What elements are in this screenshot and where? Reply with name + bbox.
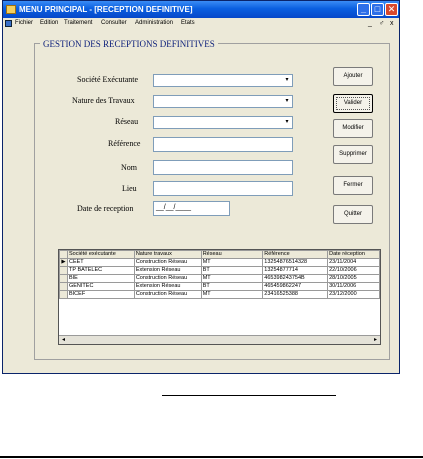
table-header-row: [60, 251, 380, 259]
label-nature: Nature des Travaux: [72, 96, 135, 105]
scroll-left-icon[interactable]: ◂: [61, 337, 65, 343]
title-bar[interactable]: [3, 1, 399, 18]
table-cell[interactable]: 30/11/2006: [328, 283, 380, 291]
table-cell[interactable]: MT: [201, 259, 263, 267]
column-header[interactable]: Réseau: [201, 251, 263, 259]
table-cell[interactable]: 465459862247: [263, 283, 328, 291]
signature-line: [162, 395, 336, 396]
menu-administration[interactable]: Administration: [135, 20, 174, 26]
supprimer-button[interactable]: Supprimer: [333, 145, 373, 164]
current-row-icon: ▶: [61, 259, 66, 265]
table-cell[interactable]: 23416525388: [263, 291, 328, 299]
minimize-button[interactable]: _: [357, 3, 370, 16]
close-button[interactable]: ✕: [385, 3, 398, 16]
scroll-right-icon[interactable]: ▸: [373, 337, 377, 343]
horizontal-scrollbar[interactable]: [59, 335, 380, 344]
date-reception-input[interactable]: __/__/____: [153, 201, 230, 216]
row-indicator: [60, 283, 68, 291]
column-header[interactable]: Société exécutante: [67, 251, 134, 259]
valider-button[interactable]: Valider: [333, 94, 373, 113]
receptions-datagrid[interactable]: [58, 249, 381, 345]
table-cell[interactable]: Construction Réseau: [134, 275, 201, 283]
chevron-down-icon[interactable]: ▾: [285, 98, 289, 104]
menu-fichier[interactable]: Fichier: [15, 20, 34, 26]
chevron-down-icon[interactable]: ▾: [285, 119, 289, 125]
table-row[interactable]: [60, 283, 380, 291]
mdi-restore-button[interactable]: ♂: [379, 20, 385, 27]
table-cell[interactable]: BT: [201, 283, 263, 291]
societe-combobox[interactable]: [153, 74, 293, 87]
row-indicator: [60, 267, 68, 275]
column-header[interactable]: Nature travaux: [134, 251, 201, 259]
table-cell[interactable]: 13254877714: [263, 267, 328, 275]
column-header[interactable]: Date réception: [328, 251, 380, 259]
lieu-input[interactable]: [153, 181, 293, 196]
table-cell[interactable]: TP BATELEC: [67, 267, 134, 275]
window-title: MENU PRINCIPAL - [RECEPTION DEFINITIVE]: [19, 5, 193, 14]
table-cell[interactable]: 28/10/2005: [328, 275, 380, 283]
bottom-rule: [0, 456, 423, 458]
document-icon[interactable]: [5, 20, 12, 27]
row-indicator: [60, 275, 68, 283]
table-cell[interactable]: 23/11/2004: [328, 259, 380, 267]
maximize-button[interactable]: □: [371, 3, 384, 16]
table-cell[interactable]: GENITEC: [67, 283, 134, 291]
label-societe: Société Exécutante: [77, 75, 139, 84]
menu-etats[interactable]: Etats: [181, 20, 195, 26]
mdi-close-button[interactable]: x: [390, 20, 394, 27]
menu-consulter[interactable]: Consulter: [101, 20, 127, 26]
table-cell[interactable]: 13254876514328: [263, 259, 328, 267]
receptions-table: [59, 250, 380, 299]
label-date: Date de reception: [77, 204, 134, 213]
row-indicator: [60, 291, 68, 299]
table-cell[interactable]: MT: [201, 291, 263, 299]
table-row[interactable]: [60, 259, 380, 267]
table-cell[interactable]: BT: [201, 267, 263, 275]
modifier-button[interactable]: Modifier: [333, 119, 373, 138]
row-indicator-header: [60, 251, 68, 259]
table-row[interactable]: [60, 275, 380, 283]
table-cell[interactable]: Construction Réseau: [134, 259, 201, 267]
fermer-button[interactable]: Fermer: [333, 176, 373, 195]
chevron-down-icon[interactable]: ▾: [285, 77, 289, 83]
table-row[interactable]: [60, 291, 380, 299]
table-cell[interactable]: BICEF: [67, 291, 134, 299]
table-row[interactable]: [60, 267, 380, 275]
table-cell[interactable]: Extension Réseau: [134, 283, 201, 291]
table-cell[interactable]: Extension Réseau: [134, 267, 201, 275]
menu-traitement[interactable]: Traitement: [64, 20, 93, 26]
reseau-combobox[interactable]: [153, 116, 293, 129]
groupbox-title: GESTION DES RECEPTIONS DEFINITIVES: [40, 39, 218, 49]
mdi-minimize-button[interactable]: _: [368, 20, 372, 27]
table-cell[interactable]: MT: [201, 275, 263, 283]
nature-combobox[interactable]: [153, 95, 293, 108]
nom-input[interactable]: [153, 160, 293, 175]
table-cell[interactable]: CEET: [67, 259, 134, 267]
table-cell[interactable]: Construction Réseau: [134, 291, 201, 299]
quitter-button[interactable]: Quitter: [333, 205, 373, 224]
label-reseau: Réseau: [115, 117, 139, 126]
menu-bar: [3, 18, 399, 29]
table-cell[interactable]: BIE: [67, 275, 134, 283]
menu-edition[interactable]: Edition: [40, 20, 59, 26]
label-reference: Référence: [108, 139, 141, 148]
column-header[interactable]: Référence: [263, 251, 328, 259]
reference-input[interactable]: [153, 137, 293, 152]
app-icon[interactable]: [6, 5, 16, 14]
label-nom: Nom: [121, 163, 137, 172]
ajouter-button[interactable]: Ajouter: [333, 67, 373, 86]
table-cell[interactable]: 465398243754B: [263, 275, 328, 283]
label-lieu: Lieu: [122, 184, 137, 193]
table-cell[interactable]: 22/10/2006: [328, 267, 380, 275]
table-cell[interactable]: 23/12/2000: [328, 291, 380, 299]
